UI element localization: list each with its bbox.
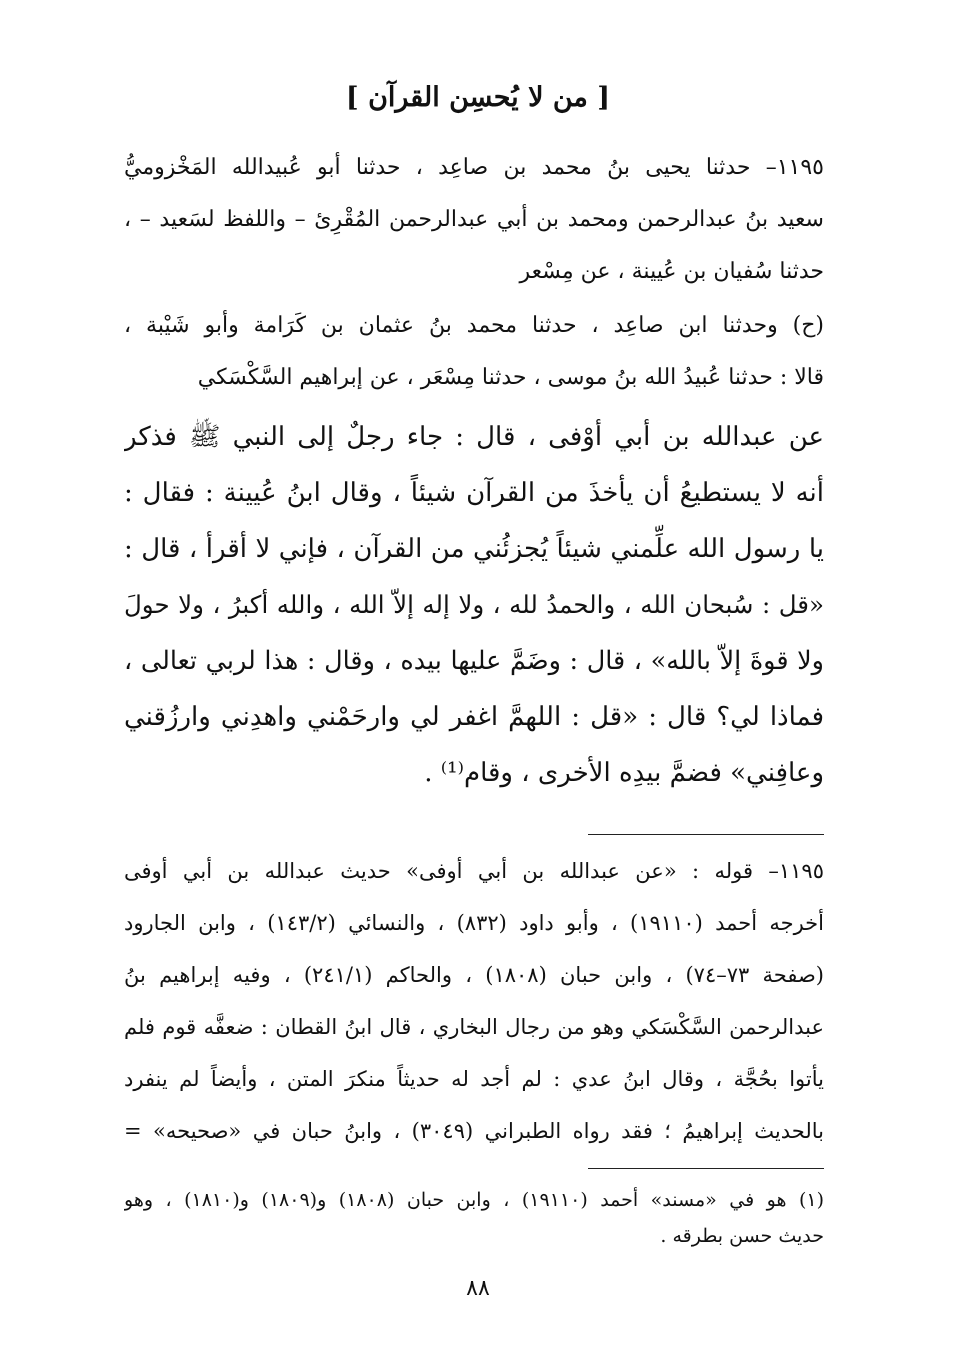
matn-line: يا رسول الله علِّمني شيئاً يُجزئُني من القرآن ، فإني لا أقرأ ، قال :: [124, 534, 824, 564]
note-line: يأتوا بحُجَّة ، وقال ابنُ عدي : لم أجد له حديثاً منكرَ المتن ، وأيضاً لم ينفرد: [124, 1067, 824, 1091]
note-line: بالحديث إبراهيمُ ؛ فقد رواه الطبراني (٣٠٤٩) ، وابنُ حبان في «صحيحه» =: [124, 1119, 824, 1143]
section-heading: [ من لا يُحسِن القرآن ]: [345, 82, 611, 113]
matn-line: «قل : سُبحان الله ، والحمدُ لله ، ولا إله إلاّ الله ، والله أكبرُ ، ولا حولَ: [124, 590, 824, 619]
page-number: ٨٨: [466, 1276, 490, 1301]
note-line: عبدالرحمن السَّكْسَكي وهو من رجال البخاري ، قال ابنُ القطان : ضعفَّه قوم فلم: [124, 1015, 824, 1039]
footnote: [124, 1182, 824, 1254]
isnad-line: (ح) وحدثنا ابن صاعِد ، حدثنا محمد بنُ عثمان بن كَرَامة وأبو شَيْبة ،: [124, 313, 824, 338]
hadith-text: [124, 409, 824, 801]
isnad-paragraph: [124, 142, 824, 298]
matn-line: عن عبدالله بن أبي أوْفى ، قال : جاء رجلٌ إلى النبي ﷺ فذكر: [124, 422, 824, 452]
footnote-separator: [588, 1168, 824, 1169]
isnad-line: قالا : حدثنا عُبيدُ الله بنُ موسى ، حدثنا مِسْعَر ، عن إبراهيم السَّكْسَكي: [197, 365, 824, 390]
note-line: (صفحة ٧٣–٧٤) ، وابن حبان (١٨٠٨) ، والحاكم (٢٤١/١) ، وفيه إبراهيم بنُ: [124, 963, 824, 987]
footnote-line: (١) هو في «مسند» أحمد (١٩١١٠) ، وابن حبان (١٨٠٨) و(١٨٠٩) و(١٨١٠) ، وهو: [124, 1189, 824, 1211]
notes-separator: [588, 834, 824, 835]
note-line: ١١٩٥– قوله : «عن عبدالله بن أبي أوفى» حديث عبدالله بن أبي أوفى: [124, 859, 824, 883]
commentary-notes: [124, 845, 824, 1157]
matn-line: وعافِني» فضمَّ بيدِه الأخرى ، وقام⁽¹⁾ .: [424, 758, 824, 788]
matn-line: فماذا لي؟ قال : «قل : اللهمَّ اغفر لي وارحَمْني واهدِني وارزُقني: [124, 702, 824, 732]
matn-line: أنه لا يستطيعُ أن يأخذَ من القرآن شيئاً ، وقال ابنُ عُيينة : فقال :: [124, 478, 824, 508]
footnote-line: حديث حسن بطرقه .: [660, 1225, 824, 1247]
isnad-line: سعيد بنُ عبدالرحمن ومحمد بن أبي عبدالرحمن المُقْرِئ – واللفظ لسَعيد – ،: [124, 207, 824, 232]
note-line: أخرجه أحمد (١٩١١٠) ، وأبو داود (٨٣٢) ، والنسائي (١٤٣/٢) ، وابن الجارود: [124, 911, 824, 935]
isnad-second-chain: [124, 300, 824, 404]
isnad-line: حدثنا سُفيان بن عُيينة ، عن مِسْعر: [519, 259, 824, 284]
matn-line: ولا قوةَ إلاّ بالله» ، قال : وضَمَّ عليها بيده ، وقال : هذا لربي تعالى ،: [124, 646, 824, 676]
isnad-line: ١١٩٥– حدثنا يحيى بنُ محمد بن صاعِد ، حدثنا أبو عُبيدالله المَخْزوميُّ: [124, 155, 824, 180]
